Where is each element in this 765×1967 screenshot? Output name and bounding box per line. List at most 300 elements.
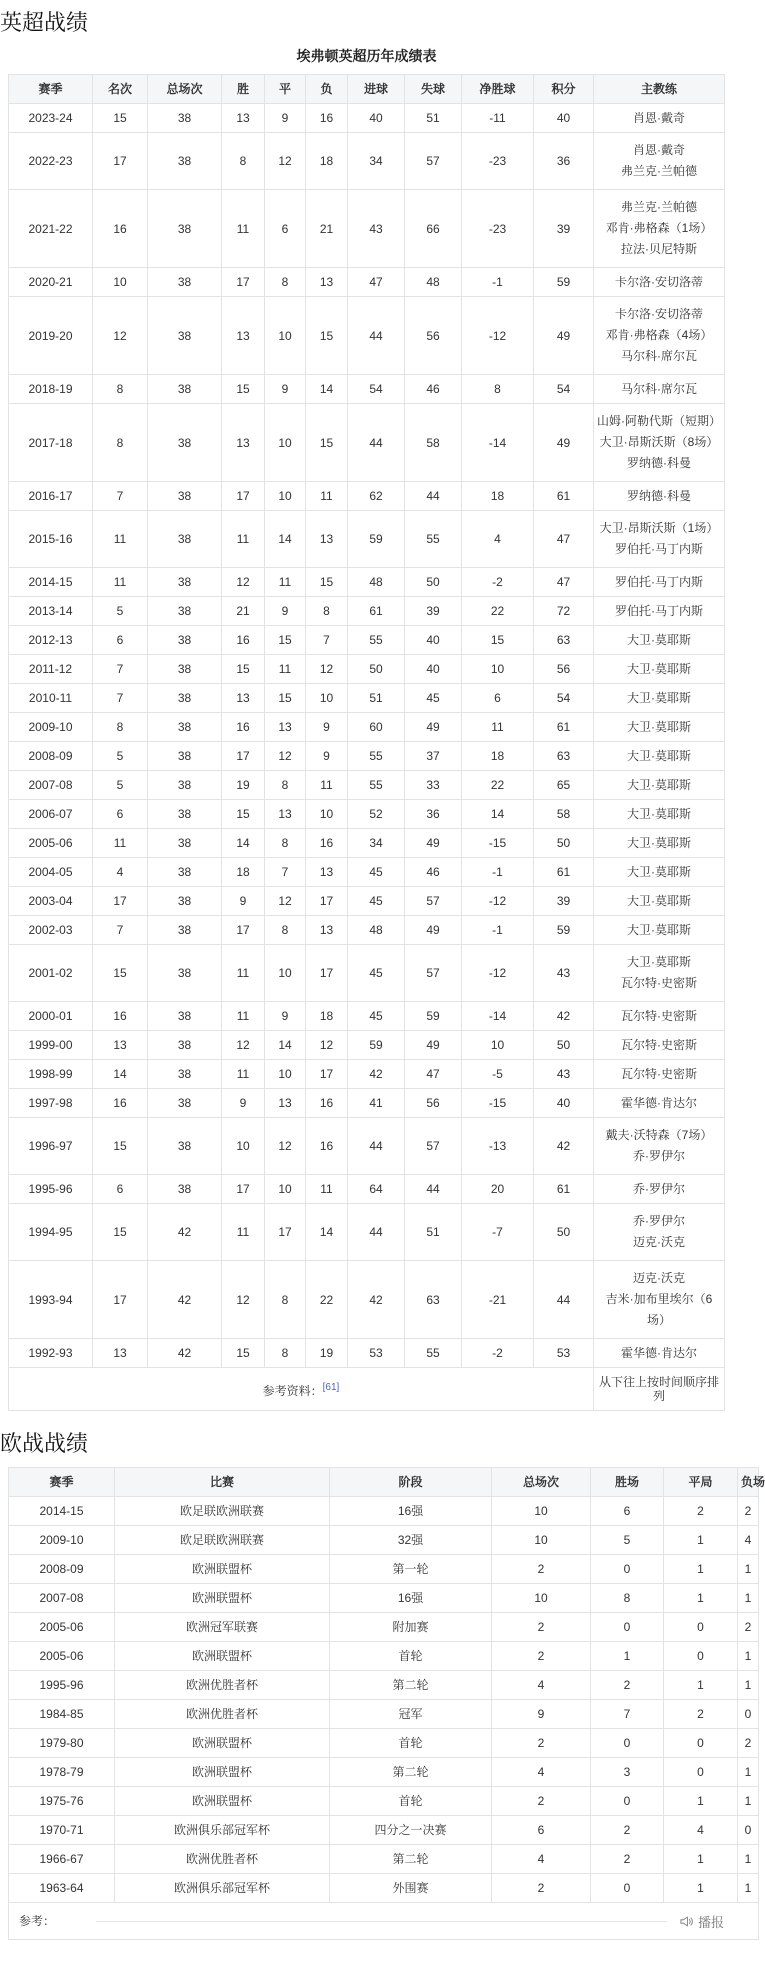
euro-cell-competition: 欧洲俱乐部冠军杯 xyxy=(115,1816,330,1845)
pl-cell-pts: 58 xyxy=(534,800,594,829)
coach-name: 乔·罗伊尔 xyxy=(633,1214,685,1228)
euro-table-row xyxy=(9,1874,759,1903)
pl-cell-season: 2020-21 xyxy=(9,268,93,297)
euro-cell-stage: 四分之一决赛 xyxy=(330,1816,492,1845)
pl-cell-gd: -1 xyxy=(462,268,534,297)
pl-cell-played: 38 xyxy=(148,1031,222,1060)
pl-cell-played: 38 xyxy=(148,684,222,713)
pl-cell-pts: 47 xyxy=(534,568,594,597)
euro-cell-l: 2 xyxy=(738,1613,759,1642)
pl-cell-played: 38 xyxy=(148,104,222,133)
euro-cell-played: 4 xyxy=(492,1671,591,1700)
pl-cell-pts: 59 xyxy=(534,268,594,297)
pl-cell-ga: 40 xyxy=(405,655,462,684)
pl-cell-season: 2017-18 xyxy=(9,404,93,482)
pl-column-header: 名次 xyxy=(93,75,148,104)
pl-cell-played: 38 xyxy=(148,626,222,655)
euro-cell-d: 0 xyxy=(664,1613,738,1642)
euro-cell-competition: 欧洲联盟杯 xyxy=(115,1787,330,1816)
pl-cell-pos: 17 xyxy=(93,1261,148,1339)
pl-cell-gf: 40 xyxy=(348,104,405,133)
pl-cell-w: 9 xyxy=(222,887,265,916)
pl-cell-gd: 10 xyxy=(462,655,534,684)
euro-cell-season: 1995-96 xyxy=(9,1671,115,1700)
pl-cell-pts: 63 xyxy=(534,742,594,771)
pl-cell-gf: 52 xyxy=(348,800,405,829)
pl-cell-coach xyxy=(594,1204,725,1261)
pl-cell-season: 1998-99 xyxy=(9,1060,93,1089)
euro-cell-d: 1 xyxy=(664,1845,738,1874)
pl-cell-d: 10 xyxy=(265,482,306,511)
euro-cell-w: 5 xyxy=(591,1526,664,1555)
pl-cell-pos: 6 xyxy=(93,1175,148,1204)
euro-cell-l: 1 xyxy=(738,1758,759,1787)
euro-cell-d: 1 xyxy=(664,1555,738,1584)
pl-cell-pos: 6 xyxy=(93,626,148,655)
pl-cell-played: 38 xyxy=(148,404,222,482)
divider xyxy=(96,1921,667,1922)
pl-cell-gd: -2 xyxy=(462,1339,534,1368)
pl-cell-season: 2010-11 xyxy=(9,684,93,713)
pl-cell-season: 1999-00 xyxy=(9,1031,93,1060)
reference-61-link[interactable]: [61] xyxy=(322,1381,340,1393)
euro-cell-w: 0 xyxy=(591,1729,664,1758)
pl-cell-season: 1996-97 xyxy=(9,1118,93,1175)
pl-cell-pos: 8 xyxy=(93,375,148,404)
pl-cell-pts: 53 xyxy=(534,1339,594,1368)
pl-table-row xyxy=(9,1031,725,1060)
pl-cell-w: 14 xyxy=(222,829,265,858)
pl-cell-gf: 54 xyxy=(348,375,405,404)
pl-cell-gd: 4 xyxy=(462,511,534,568)
pl-cell-pts: 36 xyxy=(534,133,594,190)
pl-cell-played: 38 xyxy=(148,482,222,511)
pl-cell-pts: 49 xyxy=(534,297,594,375)
pl-cell-l: 13 xyxy=(306,858,348,887)
pl-cell-coach: 罗伯托·马丁内斯 xyxy=(594,597,725,626)
euro-cell-competition: 欧洲冠军联赛 xyxy=(115,1613,330,1642)
euro-cell-played: 6 xyxy=(492,1816,591,1845)
pl-cell-ga: 57 xyxy=(405,887,462,916)
pl-cell-pts: 50 xyxy=(534,1031,594,1060)
pl-cell-pos: 11 xyxy=(93,568,148,597)
pl-cell-coach: 罗纳德·科曼 xyxy=(594,482,725,511)
pl-cell-pos: 15 xyxy=(93,104,148,133)
pl-cell-coach: 大卫·莫耶斯 xyxy=(594,771,725,800)
pl-cell-gf: 34 xyxy=(348,133,405,190)
pl-cell-l: 18 xyxy=(306,133,348,190)
pl-cell-gf: 42 xyxy=(348,1060,405,1089)
euro-cell-competition: 欧洲联盟杯 xyxy=(115,1584,330,1613)
pl-cell-pos: 5 xyxy=(93,597,148,626)
pl-cell-d: 8 xyxy=(265,916,306,945)
pl-cell-l: 12 xyxy=(306,1031,348,1060)
pl-cell-gf: 55 xyxy=(348,626,405,655)
euro-cell-stage: 16强 xyxy=(330,1584,492,1613)
pl-cell-season: 2014-15 xyxy=(9,568,93,597)
pl-cell-played: 38 xyxy=(148,655,222,684)
pl-cell-d: 7 xyxy=(265,858,306,887)
pl-cell-d: 10 xyxy=(265,945,306,1002)
pl-cell-ga: 47 xyxy=(405,1060,462,1089)
pl-cell-season: 2013-14 xyxy=(9,597,93,626)
pl-cell-played: 42 xyxy=(148,1261,222,1339)
pl-cell-gd: 14 xyxy=(462,800,534,829)
pl-cell-season: 2004-05 xyxy=(9,858,93,887)
pl-cell-coach: 霍华德·肯达尔 xyxy=(594,1089,725,1118)
euro-cell-w: 2 xyxy=(591,1671,664,1700)
euro-cell-season: 1970-71 xyxy=(9,1816,115,1845)
coach-name: 拉法·贝尼特斯 xyxy=(621,242,697,256)
pl-cell-l: 12 xyxy=(306,655,348,684)
pl-cell-gf: 45 xyxy=(348,858,405,887)
pl-cell-pts: 44 xyxy=(534,1261,594,1339)
euro-cell-played: 4 xyxy=(492,1758,591,1787)
euro-cell-competition: 欧洲联盟杯 xyxy=(115,1642,330,1671)
pl-cell-d: 6 xyxy=(265,190,306,268)
pl-table-row xyxy=(9,1060,725,1089)
pl-cell-played: 38 xyxy=(148,597,222,626)
euro-cell-season: 1966-67 xyxy=(9,1845,115,1874)
pl-cell-gf: 55 xyxy=(348,742,405,771)
pl-cell-gd: -15 xyxy=(462,1089,534,1118)
pl-table-row xyxy=(9,829,725,858)
pl-cell-season: 1992-93 xyxy=(9,1339,93,1368)
pl-cell-coach: 大卫·莫耶斯 xyxy=(594,858,725,887)
pl-table-row xyxy=(9,1089,725,1118)
pl-cell-w: 13 xyxy=(222,297,265,375)
broadcast-button[interactable] xyxy=(679,1912,724,1931)
euro-cell-season: 2005-06 xyxy=(9,1642,115,1671)
pl-cell-pts: 65 xyxy=(534,771,594,800)
pl-table-row xyxy=(9,568,725,597)
pl-cell-pts: 61 xyxy=(534,1175,594,1204)
pl-cell-w: 11 xyxy=(222,1060,265,1089)
euro-cell-w: 6 xyxy=(591,1497,664,1526)
pl-cell-ga: 46 xyxy=(405,375,462,404)
pl-table-row xyxy=(9,268,725,297)
pl-cell-gd: 6 xyxy=(462,684,534,713)
pl-cell-coach: 肖恩·戴奇 xyxy=(594,104,725,133)
pl-cell-gf: 42 xyxy=(348,1261,405,1339)
pl-cell-pos: 16 xyxy=(93,190,148,268)
pl-cell-w: 19 xyxy=(222,771,265,800)
pl-cell-pos: 6 xyxy=(93,800,148,829)
euro-cell-stage: 外围赛 xyxy=(330,1874,492,1903)
pl-cell-gf: 60 xyxy=(348,713,405,742)
coach-name: 戴夫·沃特森（7场） xyxy=(605,1128,713,1142)
pl-cell-gd: -11 xyxy=(462,104,534,133)
pl-cell-l: 13 xyxy=(306,511,348,568)
pl-cell-d: 10 xyxy=(265,297,306,375)
pl-cell-d: 8 xyxy=(265,268,306,297)
pl-cell-pos: 7 xyxy=(93,655,148,684)
euro-cell-competition: 欧足联欧洲联赛 xyxy=(115,1526,330,1555)
pl-cell-pos: 13 xyxy=(93,1339,148,1368)
pl-cell-l: 14 xyxy=(306,1204,348,1261)
euro-cell-competition: 欧洲联盟杯 xyxy=(115,1729,330,1758)
pl-cell-season: 1997-98 xyxy=(9,1089,93,1118)
pl-cell-w: 17 xyxy=(222,268,265,297)
pl-cell-pts: 42 xyxy=(534,1002,594,1031)
pl-cell-played: 38 xyxy=(148,800,222,829)
pl-cell-pts: 72 xyxy=(534,597,594,626)
pl-cell-season: 2015-16 xyxy=(9,511,93,568)
pl-cell-pts: 43 xyxy=(534,1060,594,1089)
pl-cell-gd: 18 xyxy=(462,482,534,511)
pl-cell-l: 18 xyxy=(306,1002,348,1031)
euro-cell-w: 0 xyxy=(591,1874,664,1903)
euro-cell-season: 1978-79 xyxy=(9,1758,115,1787)
euro-table-row xyxy=(9,1787,759,1816)
pl-cell-season: 2021-22 xyxy=(9,190,93,268)
pl-cell-gd: -7 xyxy=(462,1204,534,1261)
pl-cell-w: 13 xyxy=(222,684,265,713)
pl-cell-coach xyxy=(594,297,725,375)
euro-cell-season: 1975-76 xyxy=(9,1787,115,1816)
euro-table-row xyxy=(9,1642,759,1671)
pl-cell-played: 38 xyxy=(148,858,222,887)
broadcast-label: 播报 xyxy=(697,1914,724,1930)
euro-cell-stage: 第二轮 xyxy=(330,1671,492,1700)
coach-name: 吉米·加布里埃尔（6场） xyxy=(605,1292,713,1327)
pl-cell-gd: -14 xyxy=(462,404,534,482)
pl-table-row xyxy=(9,887,725,916)
pl-cell-d: 9 xyxy=(265,597,306,626)
pl-cell-ga: 58 xyxy=(405,404,462,482)
pl-cell-season: 2006-07 xyxy=(9,800,93,829)
pl-cell-ga: 56 xyxy=(405,1089,462,1118)
euro-cell-season: 2008-09 xyxy=(9,1555,115,1584)
pl-cell-d: 13 xyxy=(265,1089,306,1118)
pl-cell-gd: -23 xyxy=(462,133,534,190)
pl-cell-played: 38 xyxy=(148,133,222,190)
euro-cell-w: 2 xyxy=(591,1816,664,1845)
pl-cell-d: 15 xyxy=(265,626,306,655)
euro-cell-l: 1 xyxy=(738,1787,759,1816)
pl-cell-gd: -1 xyxy=(462,916,534,945)
pl-cell-gf: 48 xyxy=(348,916,405,945)
coach-name: 迈克·沃克 xyxy=(633,1235,685,1249)
pl-cell-d: 12 xyxy=(265,742,306,771)
pl-cell-season: 1993-94 xyxy=(9,1261,93,1339)
pl-cell-season: 2018-19 xyxy=(9,375,93,404)
pl-cell-gf: 45 xyxy=(348,887,405,916)
pl-column-header: 积分 xyxy=(534,75,594,104)
euro-cell-competition: 欧洲俱乐部冠军杯 xyxy=(115,1874,330,1903)
pl-cell-d: 11 xyxy=(265,655,306,684)
pl-cell-season: 2023-24 xyxy=(9,104,93,133)
pl-table-row xyxy=(9,771,725,800)
pl-results-table xyxy=(8,74,725,1411)
pl-cell-played: 38 xyxy=(148,887,222,916)
pl-column-header: 负 xyxy=(306,75,348,104)
euro-cell-l: 4 xyxy=(738,1526,759,1555)
pl-cell-gd: -23 xyxy=(462,190,534,268)
pl-cell-gd: -12 xyxy=(462,945,534,1002)
pl-cell-d: 15 xyxy=(265,684,306,713)
pl-cell-coach: 大卫·莫耶斯 xyxy=(594,684,725,713)
pl-cell-l: 10 xyxy=(306,684,348,713)
euro-cell-d: 1 xyxy=(664,1526,738,1555)
euro-cell-stage: 第二轮 xyxy=(330,1845,492,1874)
euro-column-header: 比赛 xyxy=(115,1468,330,1497)
pl-cell-w: 17 xyxy=(222,742,265,771)
pl-cell-coach xyxy=(594,190,725,268)
euro-cell-l: 0 xyxy=(738,1700,759,1729)
euro-table-reference: 参考： xyxy=(9,1903,759,1940)
euro-cell-competition: 欧足联欧洲联赛 xyxy=(115,1497,330,1526)
pl-cell-played: 38 xyxy=(148,1002,222,1031)
reference-label: 参考资料： xyxy=(262,1383,323,1398)
pl-table-row xyxy=(9,104,725,133)
euro-cell-played: 2 xyxy=(492,1787,591,1816)
pl-cell-w: 21 xyxy=(222,597,265,626)
pl-cell-coach xyxy=(594,1118,725,1175)
pl-cell-gf: 44 xyxy=(348,1204,405,1261)
euro-column-header: 阶段 xyxy=(330,1468,492,1497)
coach-name: 迈克·沃克 xyxy=(633,1271,685,1285)
pl-cell-d: 8 xyxy=(265,771,306,800)
euro-cell-season: 2005-06 xyxy=(9,1613,115,1642)
pl-table-row xyxy=(9,800,725,829)
pl-cell-gf: 59 xyxy=(348,1031,405,1060)
pl-cell-gd: -12 xyxy=(462,297,534,375)
euro-cell-played: 10 xyxy=(492,1526,591,1555)
euro-cell-played: 4 xyxy=(492,1845,591,1874)
pl-cell-played: 38 xyxy=(148,945,222,1002)
pl-cell-gf: 48 xyxy=(348,568,405,597)
pl-cell-ga: 66 xyxy=(405,190,462,268)
pl-cell-pts: 39 xyxy=(534,190,594,268)
euro-cell-season: 2007-08 xyxy=(9,1584,115,1613)
pl-cell-l: 7 xyxy=(306,626,348,655)
pl-cell-d: 14 xyxy=(265,1031,306,1060)
pl-cell-w: 12 xyxy=(222,568,265,597)
euro-cell-played: 2 xyxy=(492,1555,591,1584)
pl-cell-d: 14 xyxy=(265,511,306,568)
pl-cell-d: 9 xyxy=(265,375,306,404)
pl-cell-ga: 59 xyxy=(405,1002,462,1031)
coach-name: 大卫·昂斯沃斯（8场） xyxy=(599,435,719,449)
pl-cell-w: 11 xyxy=(222,190,265,268)
pl-cell-w: 10 xyxy=(222,1118,265,1175)
euro-cell-d: 1 xyxy=(664,1584,738,1613)
pl-cell-coach: 瓦尔特·史密斯 xyxy=(594,1060,725,1089)
pl-cell-w: 12 xyxy=(222,1031,265,1060)
pl-cell-l: 13 xyxy=(306,916,348,945)
pl-cell-ga: 40 xyxy=(405,626,462,655)
pl-cell-gf: 45 xyxy=(348,945,405,1002)
pl-cell-coach: 卡尔洛·安切洛蒂 xyxy=(594,268,725,297)
pl-cell-gd: -13 xyxy=(462,1118,534,1175)
coach-name: 罗纳德·科曼 xyxy=(627,456,691,470)
pl-cell-ga: 55 xyxy=(405,511,462,568)
pl-cell-ga: 57 xyxy=(405,945,462,1002)
pl-cell-pos: 7 xyxy=(93,684,148,713)
section-title-european: 欧战战绩 xyxy=(0,1431,89,1456)
coach-name: 大卫·昂斯沃斯（1场） xyxy=(599,521,719,535)
pl-cell-d: 12 xyxy=(265,133,306,190)
pl-cell-w: 16 xyxy=(222,626,265,655)
pl-table-row xyxy=(9,511,725,568)
pl-cell-pts: 61 xyxy=(534,482,594,511)
pl-cell-ga: 44 xyxy=(405,482,462,511)
pl-cell-gd: 10 xyxy=(462,1031,534,1060)
euro-cell-l: 0 xyxy=(738,1816,759,1845)
pl-cell-pos: 12 xyxy=(93,297,148,375)
pl-cell-coach: 大卫·莫耶斯 xyxy=(594,713,725,742)
pl-cell-l: 16 xyxy=(306,1089,348,1118)
euro-cell-w: 8 xyxy=(591,1584,664,1613)
pl-cell-season: 2019-20 xyxy=(9,297,93,375)
pl-cell-coach: 大卫·莫耶斯 xyxy=(594,829,725,858)
section-title-premier-league: 英超战绩 xyxy=(0,10,89,35)
coach-name: 弗兰克·兰帕德 xyxy=(621,164,697,178)
pl-cell-played: 38 xyxy=(148,713,222,742)
pl-cell-season: 2008-09 xyxy=(9,742,93,771)
pl-cell-coach: 大卫·莫耶斯 xyxy=(594,626,725,655)
pl-cell-gd: 15 xyxy=(462,626,534,655)
pl-cell-d: 8 xyxy=(265,829,306,858)
pl-cell-w: 15 xyxy=(222,800,265,829)
euro-cell-d: 4 xyxy=(664,1816,738,1845)
euro-table-row xyxy=(9,1816,759,1845)
pl-cell-coach xyxy=(594,945,725,1002)
euro-cell-l: 1 xyxy=(738,1642,759,1671)
pl-cell-w: 17 xyxy=(222,482,265,511)
pl-cell-ga: 33 xyxy=(405,771,462,800)
pl-cell-pts: 39 xyxy=(534,887,594,916)
pl-cell-played: 42 xyxy=(148,1204,222,1261)
pl-table-row xyxy=(9,945,725,1002)
pl-cell-gd: 11 xyxy=(462,713,534,742)
pl-cell-l: 15 xyxy=(306,404,348,482)
pl-table-row xyxy=(9,190,725,268)
pl-cell-gd: -21 xyxy=(462,1261,534,1339)
euro-table-row xyxy=(9,1671,759,1700)
euro-cell-stage: 首轮 xyxy=(330,1729,492,1758)
pl-cell-coach: 瓦尔特·史密斯 xyxy=(594,1002,725,1031)
pl-cell-pos: 8 xyxy=(93,404,148,482)
pl-cell-gf: 64 xyxy=(348,1175,405,1204)
euro-cell-competition: 欧洲联盟杯 xyxy=(115,1758,330,1787)
pl-table-row xyxy=(9,713,725,742)
pl-table-order-note: 从下往上按时间顺序排列 xyxy=(594,1368,725,1411)
pl-cell-w: 16 xyxy=(222,713,265,742)
pl-cell-ga: 50 xyxy=(405,568,462,597)
coach-name: 邓肯·弗格森（1场） xyxy=(605,221,713,235)
coach-name: 卡尔洛·安切洛蒂 xyxy=(615,307,703,321)
pl-cell-coach xyxy=(594,404,725,482)
pl-cell-gf: 47 xyxy=(348,268,405,297)
pl-cell-w: 17 xyxy=(222,916,265,945)
pl-cell-w: 15 xyxy=(222,655,265,684)
pl-cell-pos: 7 xyxy=(93,482,148,511)
pl-cell-l: 17 xyxy=(306,945,348,1002)
pl-table-caption: 埃弗顿英超历年成绩表 xyxy=(296,48,437,64)
pl-cell-coach: 乔·罗伊尔 xyxy=(594,1175,725,1204)
euro-cell-played: 9 xyxy=(492,1700,591,1729)
pl-table-row xyxy=(9,626,725,655)
pl-table-row xyxy=(9,597,725,626)
pl-cell-l: 11 xyxy=(306,482,348,511)
pl-cell-ga: 39 xyxy=(405,597,462,626)
pl-cell-gd: 22 xyxy=(462,597,534,626)
pl-cell-d: 8 xyxy=(265,1339,306,1368)
pl-cell-w: 11 xyxy=(222,1002,265,1031)
pl-cell-l: 21 xyxy=(306,190,348,268)
